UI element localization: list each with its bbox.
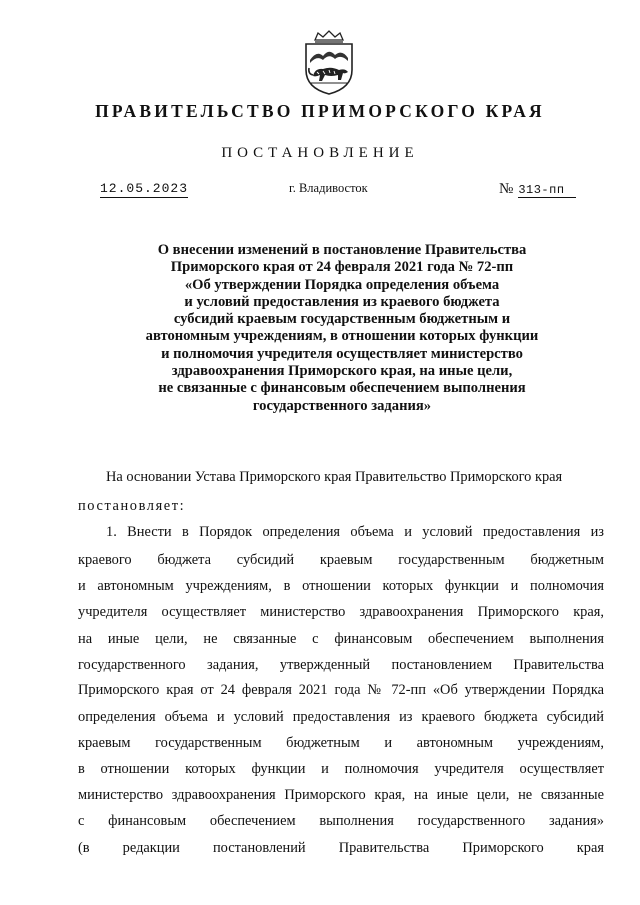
heading-line: здравоохранения Приморского края, на иные цели,	[171, 363, 513, 380]
document-number	[499, 181, 576, 198]
document-heading	[100, 242, 584, 415]
body-line: (в редакции постановлений Правительства Приморского края	[78, 840, 604, 856]
intro-line: На основании Устава Приморского края Правительство Приморского края	[106, 469, 563, 485]
coat-of-arms-emblem	[301, 30, 357, 96]
document-city: г. Владивосток	[289, 181, 368, 195]
heading-line: автономным учреждениям, в отношении которых функции	[145, 328, 539, 345]
body-line: и автономным учреждениям, в отношении которых функции и полномочия	[78, 578, 604, 594]
body-line: на иные цели, не связанные с финансовым обеспечением выполнения	[78, 631, 604, 647]
body-line: Приморского края от 24 февраля 2021 года № 72-пп «Об утверждении Порядка	[78, 682, 604, 698]
heading-line: и условий предоставления из краевого бюджета	[184, 293, 500, 310]
heading-line: субсидий краевым государственным бюджетным и	[173, 311, 511, 328]
body-line: министерство здравоохранения Приморского края, на иные цели, не связанные	[78, 787, 604, 803]
body-line: учредителя осуществляет министерство здравоохранения Приморского края,	[78, 604, 604, 620]
heading-line: и полномочия учредителя осуществляет министерство	[161, 345, 523, 362]
heading-line: не связанные с финансовым обеспечением выполнения	[158, 380, 526, 397]
heading-line: Приморского края от 24 февраля 2021 года № 72-пп	[170, 259, 514, 276]
body-line: 1. Внести в Порядок определения объема и условий предоставления из	[106, 524, 604, 540]
document-type: ПОСТАНОВЛЕНИЕ	[221, 145, 419, 161]
body-line: с финансовым обеспечением выполнения государственного задания»	[78, 813, 604, 829]
heading-line: государственного задания»	[252, 397, 432, 414]
heading-line: «Об утверждении Порядка определения объема	[184, 276, 500, 293]
body-line: определения объема и условий предоставления из краевого бюджета субсидий	[78, 709, 604, 725]
document-date: 12.05.2023	[100, 181, 189, 196]
body-line: краевого бюджета субсидий краевым государственным бюджетным	[78, 552, 604, 568]
intro-resolve-word: постановляет:	[78, 498, 186, 514]
government-title: ПРАВИТЕЛЬСТВО ПРИМОРСКОГО КРАЯ	[95, 101, 545, 121]
number-value: 313-пп	[518, 183, 576, 198]
heading-line: О внесении изменений в постановление Правительства	[157, 242, 527, 258]
body-line: государственного задания, утвержденный постановлением Правительства	[78, 657, 604, 673]
body-line: в отношении которых функции и полномочия учредителя осуществляет	[78, 761, 604, 777]
body-line: краевым государственным бюджетным и автономным учреждениям,	[78, 735, 604, 751]
number-sign: №	[499, 181, 514, 197]
